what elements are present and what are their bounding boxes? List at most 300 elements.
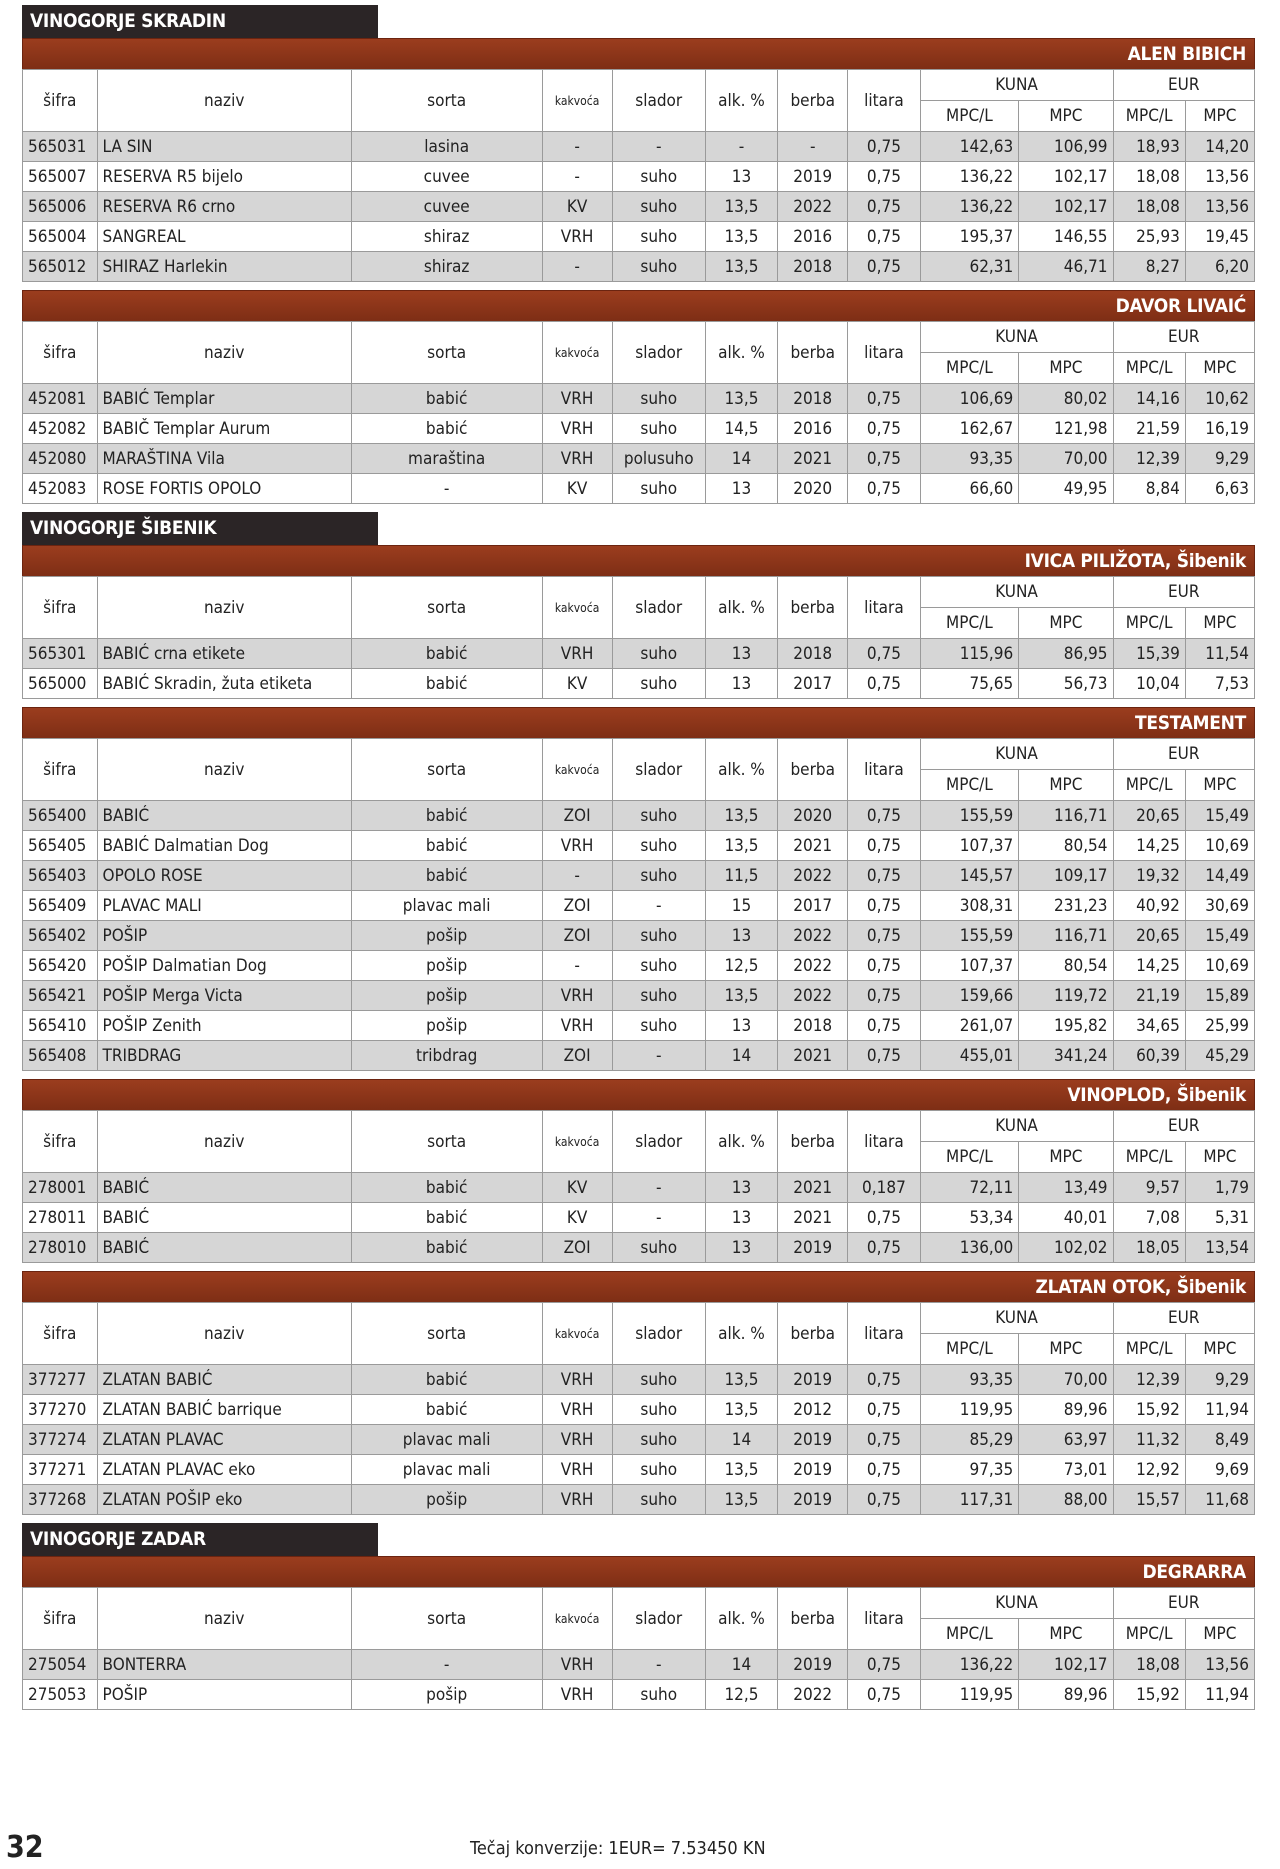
col-header-mpcl: MPC/L — [1113, 101, 1185, 132]
table-cell: 0,75 — [848, 891, 920, 921]
table-cell: ROSE FORTIS OPOLO — [97, 474, 351, 504]
table-cell: 2021 — [778, 444, 848, 474]
table-cell: ZLATAN POŠIP eko — [97, 1485, 351, 1515]
table-cell: - — [351, 474, 542, 504]
table-cell: tribdrag — [351, 1041, 542, 1071]
table-cell: 278001 — [23, 1173, 98, 1203]
table-cell: - — [612, 132, 705, 162]
table-cell: 13,54 — [1185, 1233, 1254, 1263]
table-cell: 121,98 — [1019, 414, 1113, 444]
table-cell: 2021 — [778, 1173, 848, 1203]
table-cell: 0,75 — [848, 444, 920, 474]
table-cell: 2019 — [778, 1485, 848, 1515]
table-cell: 119,72 — [1019, 981, 1113, 1011]
table-cell: 11,54 — [1185, 639, 1254, 669]
table-cell: 15,89 — [1185, 981, 1254, 1011]
col-header-mpc: MPC — [1019, 1334, 1113, 1365]
table-cell: 0,75 — [848, 831, 920, 861]
table-cell: 12,5 — [705, 1680, 777, 1710]
table-row — [23, 831, 1255, 861]
table-cell: KV — [542, 1173, 612, 1203]
table-row — [23, 981, 1255, 1011]
table-cell: 14 — [705, 1650, 777, 1680]
table-cell: VRH — [542, 1395, 612, 1425]
table-cell: 40,92 — [1113, 891, 1185, 921]
col-header-sifra: šifra — [23, 739, 98, 801]
table-cell: 19,32 — [1113, 861, 1185, 891]
table-cell: 565004 — [23, 222, 98, 252]
table-cell: 565409 — [23, 891, 98, 921]
page-number: 32 — [6, 1830, 44, 1865]
table-cell: 2022 — [778, 861, 848, 891]
table-cell: 2022 — [778, 921, 848, 951]
table-cell: 0,75 — [848, 669, 920, 699]
table-cell: BABIĆ crna etikete — [97, 639, 351, 669]
table-cell: 278010 — [23, 1233, 98, 1263]
col-header-kakvoca: kakvoća — [542, 1111, 612, 1173]
table-cell: 14,20 — [1185, 132, 1254, 162]
table-cell: pošip — [351, 1680, 542, 1710]
col-header-litara: litara — [848, 1303, 920, 1365]
table-cell: BABIĆ Skradin, žuta etiketa — [97, 669, 351, 699]
table-cell: 15,57 — [1113, 1485, 1185, 1515]
table-cell: suho — [612, 1233, 705, 1263]
wine-table — [22, 321, 1255, 504]
col-header-naziv: naziv — [97, 1588, 351, 1650]
col-header-mpc: MPC — [1019, 608, 1113, 639]
table-cell: 13 — [705, 1203, 777, 1233]
table-cell: 80,54 — [1019, 951, 1113, 981]
table-cell: 7,08 — [1113, 1203, 1185, 1233]
table-row — [23, 1395, 1255, 1425]
col-header-alk: alk. % — [705, 577, 777, 639]
col-group-eur: EUR — [1113, 577, 1254, 608]
table-cell: 14,5 — [705, 414, 777, 444]
table-cell: 2021 — [778, 831, 848, 861]
producer-block — [22, 707, 1255, 1071]
table-cell: 66,60 — [920, 474, 1019, 504]
table-cell: - — [542, 132, 612, 162]
col-header-mpcl: MPC/L — [1113, 1619, 1185, 1650]
table-cell: 10,62 — [1185, 384, 1254, 414]
table-cell: suho — [612, 1365, 705, 1395]
table-cell: BABIĆ Dalmatian Dog — [97, 831, 351, 861]
table-cell: babić — [351, 861, 542, 891]
table-cell: 13 — [705, 669, 777, 699]
table-cell: 0,75 — [848, 1011, 920, 1041]
table-cell: 0,75 — [848, 861, 920, 891]
table-cell: VRH — [542, 444, 612, 474]
producer-title: ALEN BIBICH — [22, 38, 1255, 69]
table-cell: 0,75 — [848, 474, 920, 504]
table-cell: 5,31 — [1185, 1203, 1254, 1233]
col-header-mpc: MPC — [1185, 608, 1254, 639]
table-cell: 102,02 — [1019, 1233, 1113, 1263]
table-cell: 102,17 — [1019, 1650, 1113, 1680]
col-header-mpc: MPC — [1019, 1142, 1113, 1173]
table-cell: 2018 — [778, 1011, 848, 1041]
table-cell: 56,73 — [1019, 669, 1113, 699]
table-cell: 19,45 — [1185, 222, 1254, 252]
table-cell: 14 — [705, 1041, 777, 1071]
table-cell: 13,5 — [705, 831, 777, 861]
table-cell: babić — [351, 1173, 542, 1203]
table-cell: 2018 — [778, 384, 848, 414]
table-cell: 565420 — [23, 951, 98, 981]
table-cell: 11,94 — [1185, 1395, 1254, 1425]
table-cell: suho — [612, 252, 705, 282]
table-cell: 2017 — [778, 891, 848, 921]
col-header-mpc: MPC — [1185, 770, 1254, 801]
table-cell: 377268 — [23, 1485, 98, 1515]
table-cell: 565301 — [23, 639, 98, 669]
table-cell: 13 — [705, 639, 777, 669]
table-cell: 13 — [705, 1173, 777, 1203]
table-cell: - — [542, 861, 612, 891]
col-header-mpcl: MPC/L — [920, 1619, 1019, 1650]
wine-table — [22, 1302, 1255, 1515]
table-cell: VRH — [542, 981, 612, 1011]
col-group-eur: EUR — [1113, 322, 1254, 353]
col-header-sifra: šifra — [23, 1588, 98, 1650]
table-row — [23, 1485, 1255, 1515]
table-cell: babić — [351, 831, 542, 861]
table-cell: - — [542, 252, 612, 282]
table-row — [23, 474, 1255, 504]
col-header-mpc: MPC — [1185, 101, 1254, 132]
col-header-slador: slador — [612, 739, 705, 801]
col-header-naziv: naziv — [97, 577, 351, 639]
col-header-sifra: šifra — [23, 70, 98, 132]
table-cell: 93,35 — [920, 1365, 1019, 1395]
col-header-sifra: šifra — [23, 1111, 98, 1173]
col-header-naziv: naziv — [97, 1303, 351, 1365]
table-cell: 0,75 — [848, 921, 920, 951]
table-cell: BABIĆ — [97, 801, 351, 831]
table-cell: 231,23 — [1019, 891, 1113, 921]
table-cell: cuvee — [351, 162, 542, 192]
table-cell: VRH — [542, 222, 612, 252]
col-header-litara: litara — [848, 322, 920, 384]
table-cell: 107,37 — [920, 951, 1019, 981]
table-cell: 195,82 — [1019, 1011, 1113, 1041]
table-cell: 89,96 — [1019, 1395, 1113, 1425]
table-cell: 13,49 — [1019, 1173, 1113, 1203]
table-cell: 278011 — [23, 1203, 98, 1233]
table-cell: 377274 — [23, 1425, 98, 1455]
table-cell: 9,69 — [1185, 1455, 1254, 1485]
producer-title: ZLATAN OTOK, Šibenik — [22, 1271, 1255, 1302]
table-cell: MARAŠTINA Vila — [97, 444, 351, 474]
col-header-mpcl: MPC/L — [920, 608, 1019, 639]
table-cell: 8,49 — [1185, 1425, 1254, 1455]
table-cell: 106,99 — [1019, 132, 1113, 162]
table-cell: VRH — [542, 384, 612, 414]
table-cell: suho — [612, 669, 705, 699]
table-cell: VRH — [542, 831, 612, 861]
table-cell: TRIBDRAG — [97, 1041, 351, 1071]
table-cell: - — [778, 132, 848, 162]
header-row — [23, 577, 1255, 608]
table-cell: KV — [542, 192, 612, 222]
table-cell: shiraz — [351, 222, 542, 252]
wine-table — [22, 1110, 1255, 1263]
table-cell: 0,75 — [848, 951, 920, 981]
table-cell: 2020 — [778, 474, 848, 504]
table-cell: VRH — [542, 1680, 612, 1710]
col-group-eur: EUR — [1113, 739, 1254, 770]
col-header-litara: litara — [848, 739, 920, 801]
table-cell: babić — [351, 1395, 542, 1425]
table-cell: 18,93 — [1113, 132, 1185, 162]
table-cell: 136,22 — [920, 192, 1019, 222]
table-cell: pošip — [351, 981, 542, 1011]
table-cell: 2019 — [778, 162, 848, 192]
table-cell: 80,54 — [1019, 831, 1113, 861]
col-header-litara: litara — [848, 577, 920, 639]
producer-title: VINOPLOD, Šibenik — [22, 1079, 1255, 1110]
table-cell: BONTERRA — [97, 1650, 351, 1680]
table-cell: 116,71 — [1019, 921, 1113, 951]
table-cell: 73,01 — [1019, 1455, 1113, 1485]
header-row — [23, 739, 1255, 770]
table-cell: 13,5 — [705, 1485, 777, 1515]
table-cell: BABIČ Templar Aurum — [97, 414, 351, 444]
table-cell: - — [612, 1173, 705, 1203]
table-row — [23, 1233, 1255, 1263]
col-group-kuna: KUNA — [920, 70, 1113, 101]
table-cell: 13,5 — [705, 384, 777, 414]
table-cell: 13 — [705, 474, 777, 504]
col-header-alk: alk. % — [705, 1111, 777, 1173]
table-cell: BABIĆ — [97, 1233, 351, 1263]
table-cell: suho — [612, 222, 705, 252]
table-cell: VRH — [542, 414, 612, 444]
col-group-eur: EUR — [1113, 1588, 1254, 1619]
table-cell: 565421 — [23, 981, 98, 1011]
col-header-slador: slador — [612, 322, 705, 384]
table-row — [23, 861, 1255, 891]
table-cell: ZLATAN BABIĆ barrique — [97, 1395, 351, 1425]
table-row — [23, 414, 1255, 444]
table-cell: 565000 — [23, 669, 98, 699]
table-row — [23, 921, 1255, 951]
table-cell: 377271 — [23, 1455, 98, 1485]
table-cell: 30,69 — [1185, 891, 1254, 921]
table-cell: 0,75 — [848, 1041, 920, 1071]
table-cell: suho — [612, 1425, 705, 1455]
table-cell: 8,84 — [1113, 474, 1185, 504]
table-cell: 11,32 — [1113, 1425, 1185, 1455]
table-cell: 13,5 — [705, 252, 777, 282]
table-cell: 18,08 — [1113, 162, 1185, 192]
table-cell: 0,75 — [848, 1485, 920, 1515]
table-cell: 85,29 — [920, 1425, 1019, 1455]
table-cell: 2019 — [778, 1365, 848, 1395]
price-list — [22, 5, 1255, 1718]
table-cell: 2022 — [778, 192, 848, 222]
table-cell: 2017 — [778, 669, 848, 699]
table-row — [23, 891, 1255, 921]
region-title: VINOGORJE ZADAR — [22, 1523, 378, 1556]
col-group-kuna: KUNA — [920, 1588, 1113, 1619]
table-cell: 75,65 — [920, 669, 1019, 699]
col-header-berba: berba — [778, 70, 848, 132]
producer-block — [22, 1271, 1255, 1515]
table-cell: 261,07 — [920, 1011, 1019, 1041]
producer-block — [22, 5, 1255, 282]
table-cell: - — [612, 1650, 705, 1680]
col-header-kakvoca: kakvoća — [542, 70, 612, 132]
table-cell: pošip — [351, 1485, 542, 1515]
header-row — [23, 1588, 1255, 1619]
table-cell: VRH — [542, 1455, 612, 1485]
table-cell: 0,75 — [848, 1395, 920, 1425]
table-cell: 9,29 — [1185, 444, 1254, 474]
table-cell: 63,97 — [1019, 1425, 1113, 1455]
table-cell: POŠIP Merga Victa — [97, 981, 351, 1011]
table-cell: 116,71 — [1019, 801, 1113, 831]
col-header-alk: alk. % — [705, 70, 777, 132]
table-cell: 6,63 — [1185, 474, 1254, 504]
table-cell: 10,69 — [1185, 831, 1254, 861]
table-cell: 0,75 — [848, 1365, 920, 1395]
table-cell: VRH — [542, 639, 612, 669]
table-cell: suho — [612, 192, 705, 222]
table-cell: - — [351, 1650, 542, 1680]
table-cell: 97,35 — [920, 1455, 1019, 1485]
table-cell: babić — [351, 801, 542, 831]
table-cell: RESERVA R6 crno — [97, 192, 351, 222]
table-cell: babić — [351, 384, 542, 414]
table-cell: 0,75 — [848, 1203, 920, 1233]
col-header-berba: berba — [778, 739, 848, 801]
table-cell: 9,57 — [1113, 1173, 1185, 1203]
table-cell: 0,75 — [848, 192, 920, 222]
col-header-berba: berba — [778, 1588, 848, 1650]
table-cell: 565400 — [23, 801, 98, 831]
producer-title: DAVOR LIVAIĆ — [22, 290, 1255, 321]
table-cell: VRH — [542, 1485, 612, 1515]
col-header-mpc: MPC — [1019, 770, 1113, 801]
table-cell: 2021 — [778, 1203, 848, 1233]
table-cell: 46,71 — [1019, 252, 1113, 282]
table-cell: 70,00 — [1019, 1365, 1113, 1395]
table-cell: 146,55 — [1019, 222, 1113, 252]
table-cell: shiraz — [351, 252, 542, 282]
table-cell: 0,75 — [848, 1650, 920, 1680]
producer-block — [22, 1079, 1255, 1263]
table-cell: 14 — [705, 1425, 777, 1455]
table-cell: 0,187 — [848, 1173, 920, 1203]
table-row — [23, 192, 1255, 222]
table-cell: pošip — [351, 921, 542, 951]
table-cell: 0,75 — [848, 132, 920, 162]
table-cell: 15,49 — [1185, 801, 1254, 831]
col-header-mpcl: MPC/L — [920, 1334, 1019, 1365]
col-header-sifra: šifra — [23, 322, 98, 384]
table-cell: VRH — [542, 1365, 612, 1395]
table-cell: 565007 — [23, 162, 98, 192]
col-group-eur: EUR — [1113, 1303, 1254, 1334]
col-header-mpc: MPC — [1019, 1619, 1113, 1650]
wine-table — [22, 738, 1255, 1071]
table-cell: 452080 — [23, 444, 98, 474]
table-cell: babić — [351, 414, 542, 444]
col-header-mpcl: MPC/L — [920, 353, 1019, 384]
table-cell: 53,34 — [920, 1203, 1019, 1233]
col-header-slador: slador — [612, 70, 705, 132]
table-cell: suho — [612, 474, 705, 504]
region-title: VINOGORJE ŠIBENIK — [22, 512, 378, 545]
col-header-mpcl: MPC/L — [1113, 1142, 1185, 1173]
col-group-kuna: KUNA — [920, 1111, 1113, 1142]
table-cell: 89,96 — [1019, 1680, 1113, 1710]
col-header-mpcl: MPC/L — [920, 101, 1019, 132]
table-cell: cuvee — [351, 192, 542, 222]
table-cell: 2016 — [778, 222, 848, 252]
table-cell: babić — [351, 669, 542, 699]
table-cell: 107,37 — [920, 831, 1019, 861]
table-cell: babić — [351, 1365, 542, 1395]
table-cell: 0,75 — [848, 1233, 920, 1263]
table-cell: 13 — [705, 921, 777, 951]
table-cell: 2019 — [778, 1650, 848, 1680]
col-header-sifra: šifra — [23, 577, 98, 639]
table-cell: 62,31 — [920, 252, 1019, 282]
table-cell: 49,95 — [1019, 474, 1113, 504]
table-cell: pošip — [351, 1011, 542, 1041]
table-cell: 117,31 — [920, 1485, 1019, 1515]
table-cell: 0,75 — [848, 1425, 920, 1455]
table-cell: 15,92 — [1113, 1680, 1185, 1710]
col-header-kakvoca: kakvoća — [542, 1588, 612, 1650]
table-cell: plavac mali — [351, 1425, 542, 1455]
table-cell: RESERVA R5 bijelo — [97, 162, 351, 192]
table-cell: 0,75 — [848, 252, 920, 282]
col-group-kuna: KUNA — [920, 739, 1113, 770]
table-cell: 0,75 — [848, 222, 920, 252]
table-cell: 11,94 — [1185, 1680, 1254, 1710]
col-header-sifra: šifra — [23, 1303, 98, 1365]
region-title: VINOGORJE SKRADIN — [22, 5, 378, 38]
col-header-alk: alk. % — [705, 1303, 777, 1365]
table-row — [23, 1650, 1255, 1680]
col-header-sorta: sorta — [351, 322, 542, 384]
producer-block — [22, 290, 1255, 504]
table-cell: 80,02 — [1019, 384, 1113, 414]
table-cell: KV — [542, 669, 612, 699]
producer-block — [22, 512, 1255, 699]
table-cell: - — [705, 132, 777, 162]
table-cell: 88,00 — [1019, 1485, 1113, 1515]
table-cell: BABIĆ — [97, 1203, 351, 1233]
table-cell: 14,16 — [1113, 384, 1185, 414]
table-cell: 275054 — [23, 1650, 98, 1680]
table-cell: ZOI — [542, 1233, 612, 1263]
table-row — [23, 1425, 1255, 1455]
table-cell: BABIĆ Templar — [97, 384, 351, 414]
table-cell: 565012 — [23, 252, 98, 282]
table-cell: 13,5 — [705, 1395, 777, 1425]
table-cell: 8,27 — [1113, 252, 1185, 282]
table-cell: 341,24 — [1019, 1041, 1113, 1071]
table-cell: 20,65 — [1113, 921, 1185, 951]
col-header-mpcl: MPC/L — [1113, 353, 1185, 384]
table-row — [23, 1011, 1255, 1041]
wine-table — [22, 576, 1255, 699]
table-cell: 452082 — [23, 414, 98, 444]
